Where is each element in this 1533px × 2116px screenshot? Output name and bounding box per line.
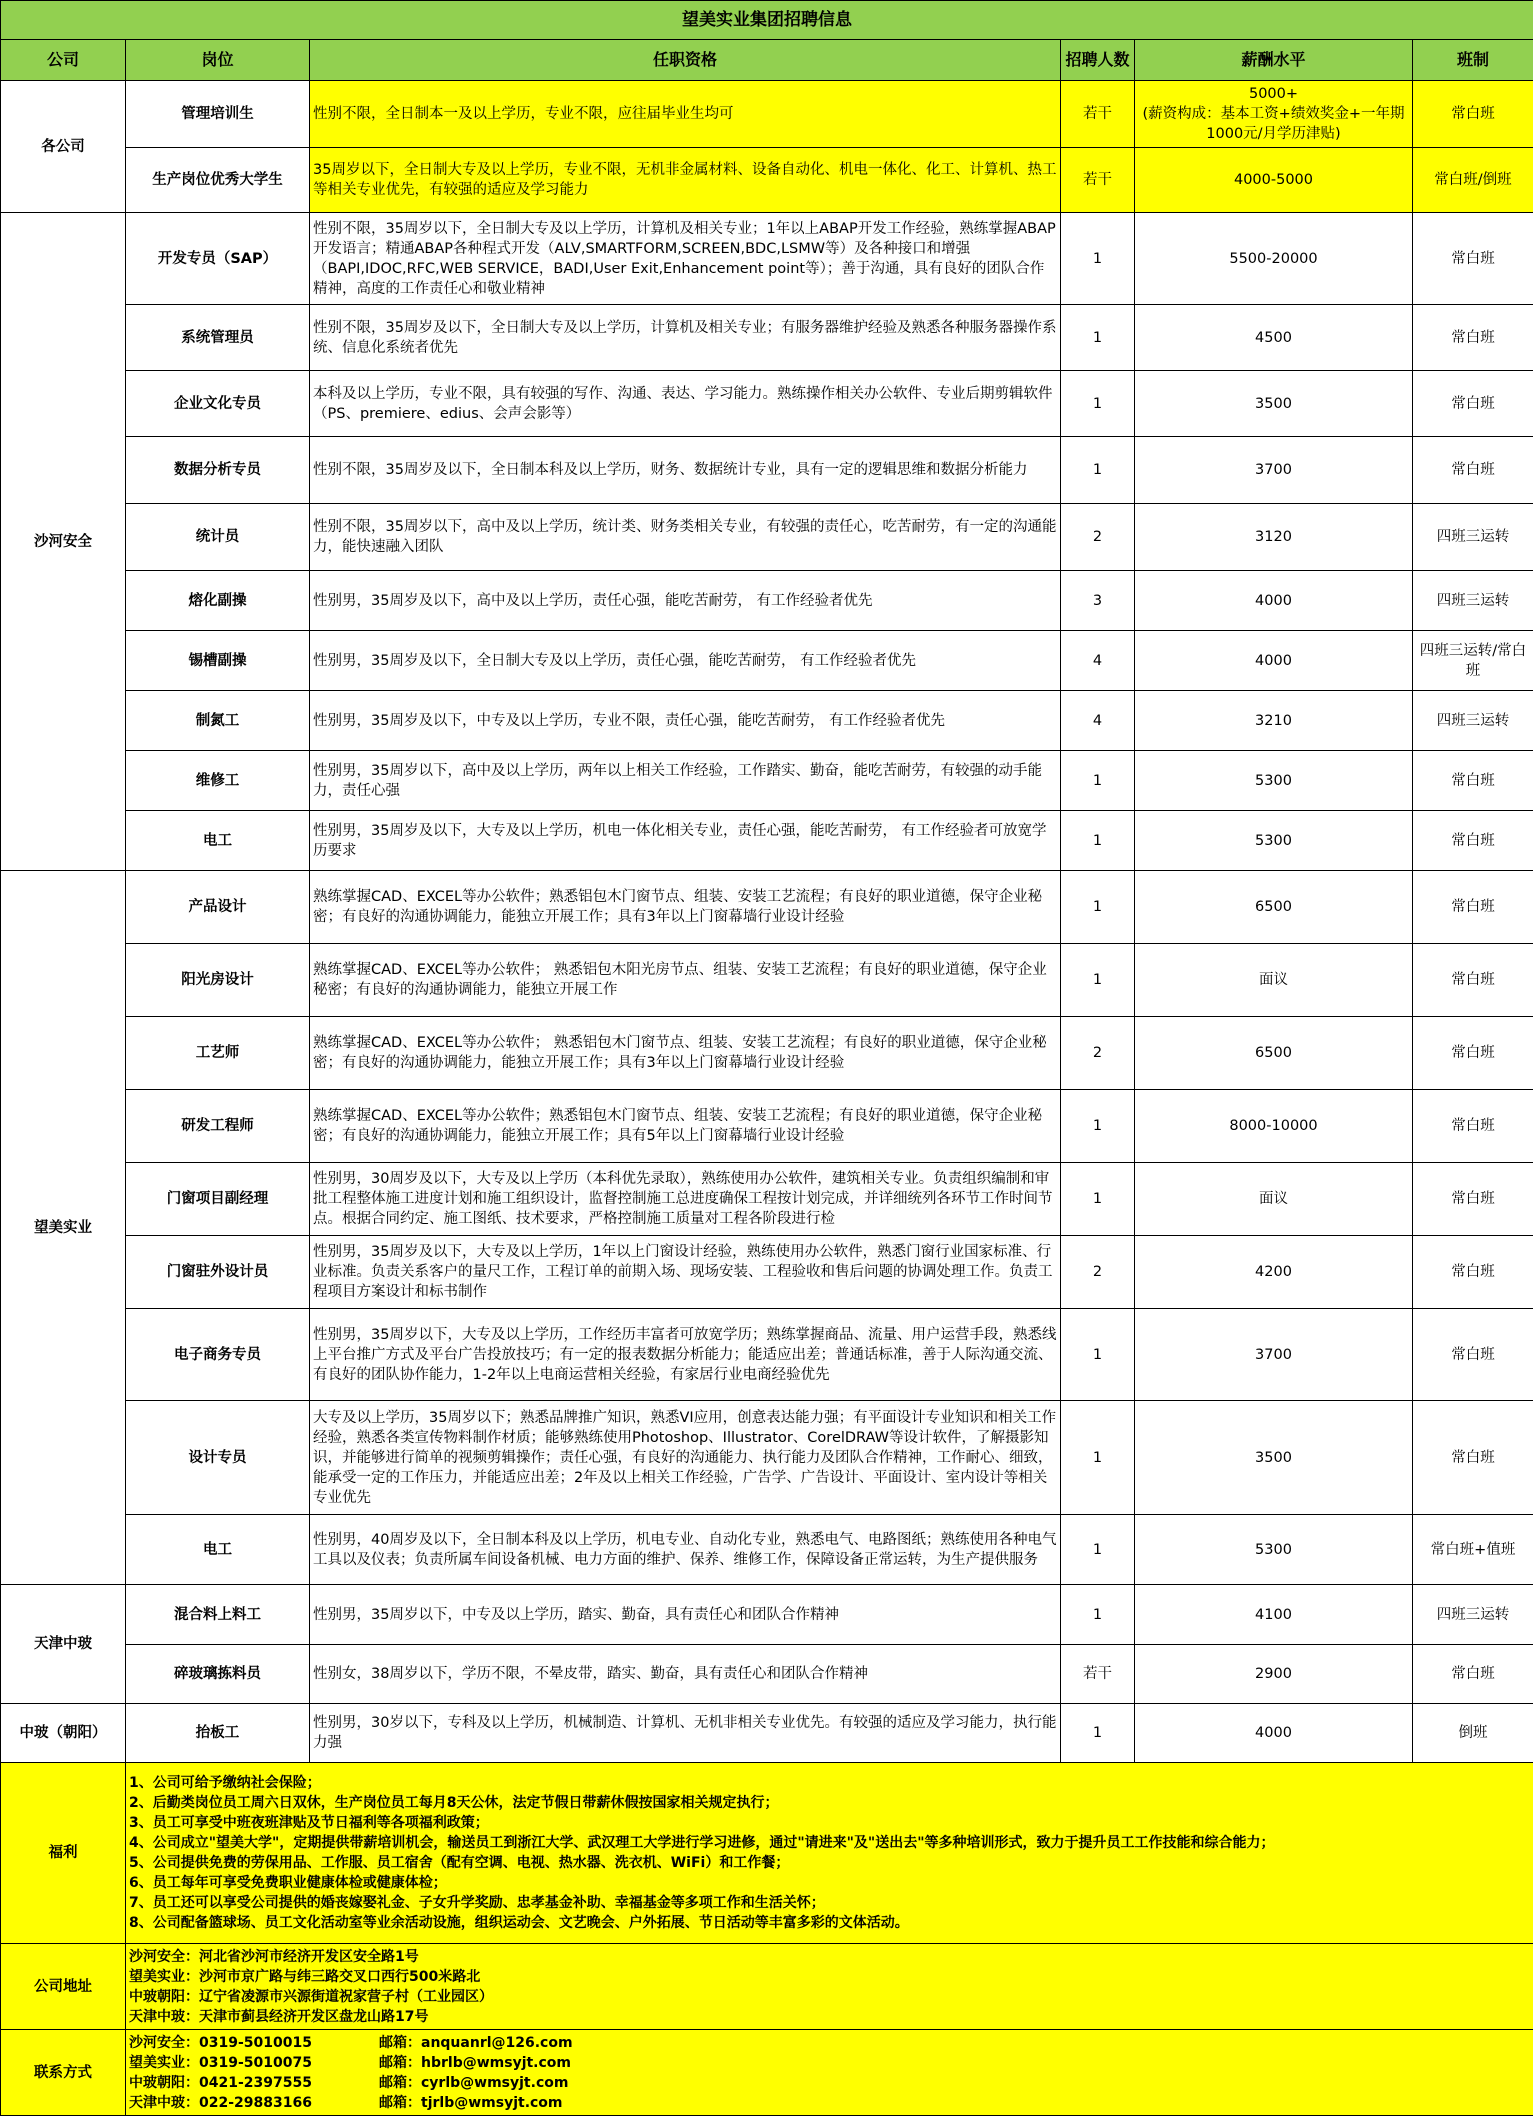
header-salary: 薪酬水平 [1135, 40, 1413, 81]
requirements-cell: 性别不限，全日制本一及以上学历，专业不限，应往届毕业生均可 [310, 81, 1061, 148]
requirements-cell: 性别男，40周岁及以下，全日制本科及以上学历，机电专业、自动化专业，熟悉电气、电路图纸；熟练使用各种电气工具以及仪表；负责所属车间设备机械、电力方面的维护、保养、维修工作，保障设备正常运转，为生产提供服务 [310, 1515, 1061, 1585]
table-row [1, 1236, 1533, 1309]
requirements-cell: 性别不限，35周岁及以下，全日制本科及以上学历，财务、数据统计专业，具有一定的逻辑思维和数据分析能力 [310, 437, 1061, 504]
benefit-item: 5、公司提供免费的劳保用品、工作服、员工宿舍（配有空调、电视、热水器、洗衣机、WiFi）和工作餐； [129, 1853, 1530, 1873]
company-cell: 沙河安全 [1, 213, 126, 871]
table-row [1, 1401, 1533, 1515]
shift-cell: 常白班 [1413, 437, 1533, 504]
shift-cell: 常白班 [1413, 305, 1533, 371]
address-item: 天津中玻：天津市蓟县经济开发区盘龙山路17号 [129, 2007, 1530, 2027]
requirements-cell: 性别女，38周岁以下，学历不限，不晕皮带，踏实、勤奋，具有责任心和团队合作精神 [310, 1645, 1061, 1704]
contact-company: 沙河安全： [129, 2033, 199, 2053]
contact-email-label: 邮箱： [379, 2073, 421, 2093]
table-row [1, 1585, 1533, 1645]
position-cell: 研发工程师 [126, 1090, 310, 1163]
shift-cell: 四班三运转/常白班 [1413, 631, 1533, 691]
table-row [1, 1017, 1533, 1090]
requirements-cell: 本科及以上学历，专业不限，具有较强的写作、沟通、表达、学习能力。熟练操作相关办公软件、专业后期剪辑软件（PS、premiere、edius、会声会影等） [310, 371, 1061, 437]
shift-cell: 常白班 [1413, 1401, 1533, 1515]
table-row [1, 751, 1533, 811]
table-row [1, 1309, 1533, 1401]
benefit-item: 3、员工可享受中班夜班津贴及节日福利等各项福利政策； [129, 1813, 1530, 1833]
contact-email-label: 邮箱： [379, 2033, 421, 2053]
salary-cell: 4000 [1135, 631, 1413, 691]
contact-company: 望美实业： [129, 2053, 199, 2073]
page-title: 望美实业集团招聘信息 [1, 1, 1533, 40]
address-item: 中玻朝阳：辽宁省凌源市兴源街道祝家营子村（工业园区） [129, 1987, 1530, 2007]
salary-cell: 5300 [1135, 751, 1413, 811]
count-cell: 4 [1061, 691, 1135, 751]
position-cell: 产品设计 [126, 871, 310, 944]
contact-item [129, 2093, 1530, 2113]
table-row [1, 944, 1533, 1017]
address-content [126, 1944, 1533, 2030]
salary-cell: 面议 [1135, 1163, 1413, 1236]
shift-cell: 常白班 [1413, 944, 1533, 1017]
shift-cell: 常白班 [1413, 213, 1533, 305]
shift-cell: 常白班 [1413, 1236, 1533, 1309]
contact-phone: 0319-5010015 [199, 2033, 379, 2053]
salary-cell: 4000 [1135, 571, 1413, 631]
requirements-cell: 性别不限，35周岁以下，高中及以上学历，统计类、财务类相关专业，有较强的责任心，吃苦耐劳，有一定的沟通能力，能快速融入团队 [310, 504, 1061, 571]
count-cell: 1 [1061, 1309, 1135, 1401]
position-cell: 门窗项目副经理 [126, 1163, 310, 1236]
position-cell: 门窗驻外设计员 [126, 1236, 310, 1309]
position-cell: 电工 [126, 1515, 310, 1585]
salary-cell: 4000 [1135, 1704, 1413, 1763]
benefit-item: 1、公司可给予缴纳社会保险； [129, 1773, 1530, 1793]
shift-cell: 常白班 [1413, 751, 1533, 811]
shift-cell: 常白班/倒班 [1413, 148, 1533, 213]
salary-cell: 3700 [1135, 437, 1413, 504]
benefit-item: 6、员工每年可享受免费职业健康体检或健康体检； [129, 1873, 1530, 1893]
salary-cell: 6500 [1135, 871, 1413, 944]
requirements-cell: 性别男，35周岁以下，高中及以上学历，两年以上相关工作经验，工作踏实、勤奋，能吃苦耐劳，有较强的动手能力，责任心强 [310, 751, 1061, 811]
requirements-cell: 性别男，35周岁以下，中专及以上学历，踏实、勤奋，具有责任心和团队合作精神 [310, 1585, 1061, 1645]
contact-label: 联系方式 [1, 2030, 126, 2116]
table-row [1, 371, 1533, 437]
position-cell: 管理培训生 [126, 81, 310, 148]
shift-cell: 四班三运转 [1413, 504, 1533, 571]
table-row [1, 213, 1533, 305]
position-cell: 制氮工 [126, 691, 310, 751]
salary-cell: 3120 [1135, 504, 1413, 571]
position-cell: 维修工 [126, 751, 310, 811]
table-row [1, 1645, 1533, 1704]
table-row [1, 1704, 1533, 1763]
table-row [1, 631, 1533, 691]
position-cell: 开发专员（SAP） [126, 213, 310, 305]
shift-cell: 常白班 [1413, 1645, 1533, 1704]
address-row [1, 1944, 1533, 2030]
count-cell: 1 [1061, 871, 1135, 944]
contact-item [129, 2073, 1530, 2093]
contact-phone: 0319-5010075 [199, 2053, 379, 2073]
salary-cell: 5300 [1135, 811, 1413, 871]
header-row [1, 40, 1533, 81]
contact-email[interactable]: anquanrl@126.com [421, 2033, 573, 2053]
position-cell: 企业文化专员 [126, 371, 310, 437]
contact-item [129, 2033, 1530, 2053]
contact-row [1, 2030, 1533, 2116]
table-row [1, 691, 1533, 751]
shift-cell: 常白班 [1413, 1309, 1533, 1401]
table-row [1, 81, 1533, 148]
salary-cell: 3500 [1135, 371, 1413, 437]
address-label: 公司地址 [1, 1944, 126, 2030]
position-cell: 电工 [126, 811, 310, 871]
contact-email-label: 邮箱： [379, 2053, 421, 2073]
contact-company: 中玻朝阳： [129, 2073, 199, 2093]
requirements-cell: 性别男，30岁以下，专科及以上学历，机械制造、计算机、无机非相关专业优先。有较强的适应及学习能力，执行能力强 [310, 1704, 1061, 1763]
salary-cell: 3500 [1135, 1401, 1413, 1515]
count-cell: 1 [1061, 1090, 1135, 1163]
shift-cell: 常白班 [1413, 811, 1533, 871]
table-row [1, 811, 1533, 871]
company-cell: 望美实业 [1, 871, 126, 1585]
position-cell: 熔化副操 [126, 571, 310, 631]
table-row [1, 1163, 1533, 1236]
count-cell: 1 [1061, 751, 1135, 811]
position-cell: 统计员 [126, 504, 310, 571]
header-shift: 班制 [1413, 40, 1533, 81]
requirements-cell: 性别男，35周岁及以下，大专及以上学历，机电一体化相关专业，责任心强，能吃苦耐劳， 有工作经验者可放宽学历要求 [310, 811, 1061, 871]
count-cell: 4 [1061, 631, 1135, 691]
company-cell: 中玻（朝阳） [1, 1704, 126, 1763]
salary-cell: 8000-10000 [1135, 1090, 1413, 1163]
count-cell: 1 [1061, 213, 1135, 305]
benefits-row [1, 1763, 1533, 1944]
salary-cell: 面议 [1135, 944, 1413, 1017]
benefit-item: 8、公司配备篮球场、员工文化活动室等业余活动设施，组织运动会、文艺晚会、户外拓展、节日活动等丰富多彩的文体活动。 [129, 1913, 1530, 1933]
count-cell: 1 [1061, 1585, 1135, 1645]
count-cell: 1 [1061, 1515, 1135, 1585]
requirements-cell: 大专及以上学历，35周岁以下；熟悉品牌推广知识，熟悉VI应用，创意表达能力强；有平面设计专业知识和相关工作经验，熟悉各类宣传物料制作材质；能够熟练使用Photoshop、Illustrator、CorelDRAW等设计软件，了解摄影知识，并能够进行简单的视频剪辑操作；责任心强，有良好的沟通能力、执行能力及团队合作精神，工作耐心、细致，能承受一定的工作压力，并能适应出差；2年及以上相关工作经验，广告学、广告设计、平面设计、室内设计等相关专业优先 [310, 1401, 1061, 1515]
salary-cell: 3210 [1135, 691, 1413, 751]
salary-cell: 4200 [1135, 1236, 1413, 1309]
salary-cell: 4500 [1135, 305, 1413, 371]
company-cell: 各公司 [1, 81, 126, 213]
shift-cell: 四班三运转 [1413, 1585, 1533, 1645]
header-position: 岗位 [126, 40, 310, 81]
shift-cell: 常白班 [1413, 1090, 1533, 1163]
shift-cell: 常白班 [1413, 81, 1533, 148]
shift-cell: 常白班 [1413, 1163, 1533, 1236]
contact-phone: 022-29883166 [199, 2093, 379, 2113]
salary-cell: 4000-5000 [1135, 148, 1413, 213]
contact-email-label: 邮箱： [379, 2093, 421, 2113]
count-cell: 若干 [1061, 81, 1135, 148]
position-cell: 生产岗位优秀大学生 [126, 148, 310, 213]
table-row [1, 148, 1533, 213]
shift-cell: 倒班 [1413, 1704, 1533, 1763]
count-cell: 1 [1061, 1401, 1135, 1515]
header-requirements: 任职资格 [310, 40, 1061, 81]
contact-content [126, 2030, 1533, 2116]
shift-cell: 四班三运转 [1413, 691, 1533, 751]
position-cell: 阳光房设计 [126, 944, 310, 1017]
requirements-cell: 熟练掌握CAD、EXCEL等办公软件； 熟悉铝包木阳光房节点、组装、安装工艺流程；有良好的职业道德，保守企业秘密；有良好的沟通协调能力，能独立开展工作 [310, 944, 1061, 1017]
count-cell: 2 [1061, 1236, 1135, 1309]
table-row [1, 571, 1533, 631]
benefit-item: 7、员工还可以享受公司提供的婚丧嫁娶礼金、子女升学奖励、忠孝基金补助、幸福基金等多项工作和生活关怀； [129, 1893, 1530, 1913]
count-cell: 1 [1061, 1704, 1135, 1763]
position-cell: 锡槽副操 [126, 631, 310, 691]
count-cell: 2 [1061, 504, 1135, 571]
shift-cell: 四班三运转 [1413, 571, 1533, 631]
count-cell: 1 [1061, 944, 1135, 1017]
contact-email[interactable]: tjrlb@wmsyjt.com [421, 2093, 563, 2113]
requirements-cell: 熟练掌握CAD、EXCEL等办公软件；熟悉铝包木门窗节点、组装、安装工艺流程；有良好的职业道德，保守企业秘密；有良好的沟通协调能力，能独立开展工作；具有3年以上门窗幕墙行业设计经验 [310, 871, 1061, 944]
shift-cell: 常白班+值班 [1413, 1515, 1533, 1585]
salary-cell: 2900 [1135, 1645, 1413, 1704]
table-row [1, 871, 1533, 944]
position-cell: 电子商务专员 [126, 1309, 310, 1401]
salary-cell: 5000+ (薪资构成：基本工资+绩效奖金+一年期1000元/月学历津贴) [1135, 81, 1413, 148]
position-cell: 数据分析专员 [126, 437, 310, 504]
salary-cell: 3700 [1135, 1309, 1413, 1401]
requirements-cell: 性别不限，35周岁及以下，全日制大专及以上学历，计算机及相关专业；有服务器维护经验及熟悉各种服务器操作系统、信息化系统者优先 [310, 305, 1061, 371]
position-cell: 工艺师 [126, 1017, 310, 1090]
requirements-cell: 性别男，35周岁及以下，高中及以上学历，责任心强，能吃苦耐劳， 有工作经验者优先 [310, 571, 1061, 631]
contact-item [129, 2053, 1530, 2073]
count-cell: 1 [1061, 811, 1135, 871]
count-cell: 若干 [1061, 148, 1135, 213]
contact-phone: 0421-2397555 [199, 2073, 379, 2093]
position-cell: 混合料上料工 [126, 1585, 310, 1645]
header-count: 招聘人数 [1061, 40, 1135, 81]
requirements-cell: 熟练掌握CAD、EXCEL等办公软件； 熟悉铝包木门窗节点、组装、安装工艺流程；有良好的职业道德，保守企业秘密；有良好的沟通协调能力，能独立开展工作；具有3年以上门窗幕墙行业设计经验 [310, 1017, 1061, 1090]
position-cell: 设计专员 [126, 1401, 310, 1515]
benefits-label: 福利 [1, 1763, 126, 1944]
contact-email[interactable]: hbrlb@wmsyjt.com [421, 2053, 571, 2073]
requirements-cell: 性别男，35周岁及以下，全日制大专及以上学历，责任心强，能吃苦耐劳， 有工作经验者优先 [310, 631, 1061, 691]
shift-cell: 常白班 [1413, 871, 1533, 944]
count-cell: 1 [1061, 305, 1135, 371]
count-cell: 3 [1061, 571, 1135, 631]
salary-cell: 5500-20000 [1135, 213, 1413, 305]
requirements-cell: 性别男，35周岁以下，大专及以上学历，工作经历丰富者可放宽学历；熟练掌握商品、流量、用户运营手段，熟悉线上平台推广方式及平台广告投放技巧；有一定的报表数据分析能力；能适应出差；普通话标准，善于人际沟通交流、有良好的团队协作能力，1-2年以上电商运营相关经验，有家居行业电商经验优先 [310, 1309, 1061, 1401]
header-company: 公司 [1, 40, 126, 81]
salary-cell: 6500 [1135, 1017, 1413, 1090]
count-cell: 1 [1061, 1163, 1135, 1236]
table-row [1, 305, 1533, 371]
requirements-cell: 性别男，30周岁及以下，大专及以上学历（本科优先录取），熟练使用办公软件，建筑相关专业。负责组织编制和审批工程整体施工进度计划和施工组织设计，监督控制施工总进度确保工程按计划完成，并详细统列各环节工作时间节点。根据合同约定、施工图纸、技术要求，严格控制施工质量对工程各阶段进行检 [310, 1163, 1061, 1236]
contact-email[interactable]: cyrlb@wmsyjt.com [421, 2073, 568, 2093]
requirements-cell: 性别男，35周岁及以下，大专及以上学历，1年以上门窗设计经验，熟练使用办公软件，熟悉门窗行业国家标准、行业标准。负责关系客户的量尺工作，工程订单的前期入场、现场安装、工程验收和售后问题的协调处理工作。负责工程项目方案设计和标书制作 [310, 1236, 1061, 1309]
position-cell: 碎玻璃拣料员 [126, 1645, 310, 1704]
contact-company: 天津中玻： [129, 2093, 199, 2113]
benefits-content [126, 1763, 1533, 1944]
table-row [1, 504, 1533, 571]
table-row [1, 1515, 1533, 1585]
salary-cell: 4100 [1135, 1585, 1413, 1645]
address-item: 沙河安全：河北省沙河市经济开发区安全路1号 [129, 1947, 1530, 1967]
benefit-item: 4、公司成立"望美大学"，定期提供带薪培训机会，输送员工到浙江大学、武汉理工大学进行学习进修，通过"请进来"及"送出去"等多种培训形式，致力于提升员工工作技能和综合能力； [129, 1833, 1530, 1853]
shift-cell: 常白班 [1413, 1017, 1533, 1090]
count-cell: 1 [1061, 371, 1135, 437]
company-cell: 天津中玻 [1, 1585, 126, 1704]
count-cell: 若干 [1061, 1645, 1135, 1704]
benefit-item: 2、后勤类岗位员工周六日双休，生产岗位员工每月8天公休，法定节假日带薪休假按国家相关规定执行； [129, 1793, 1530, 1813]
salary-cell: 5300 [1135, 1515, 1413, 1585]
table-row [1, 437, 1533, 504]
requirements-cell: 性别男，35周岁及以下，中专及以上学历，专业不限，责任心强，能吃苦耐劳， 有工作经验者优先 [310, 691, 1061, 751]
table-row [1, 1090, 1533, 1163]
requirements-cell: 性别不限，35周岁以下，全日制大专及以上学历，计算机及相关专业；1年以上ABAP开发工作经验，熟练掌握ABAP开发语言；精通ABAP各种程式开发（ALV,SMARTFORM,SCREEN,BDC,LSMW等）及各种接口和增强（BAPI,IDOC,RFC,WEB SERVICE，BADI,User Exit,Enhancement point等）；善于沟通，具有良好的团队合作精神，高度的工作责任心和敬业精神 [310, 213, 1061, 305]
address-item: 望美实业：沙河市京广路与纬三路交叉口西行500米路北 [129, 1967, 1530, 1987]
position-cell: 系统管理员 [126, 305, 310, 371]
requirements-cell: 熟练掌握CAD、EXCEL等办公软件；熟悉铝包木门窗节点、组装、安装工艺流程；有良好的职业道德，保守企业秘密；有良好的沟通协调能力，能独立开展工作；具有5年以上门窗幕墙行业设计经验 [310, 1090, 1061, 1163]
shift-cell: 常白班 [1413, 371, 1533, 437]
position-cell: 抬板工 [126, 1704, 310, 1763]
requirements-cell: 35周岁以下，全日制大专及以上学历，专业不限，无机非金属材料、设备自动化、机电一体化、化工、计算机、热工等相关专业优先，有较强的适应及学习能力 [310, 148, 1061, 213]
count-cell: 2 [1061, 1017, 1135, 1090]
count-cell: 1 [1061, 437, 1135, 504]
